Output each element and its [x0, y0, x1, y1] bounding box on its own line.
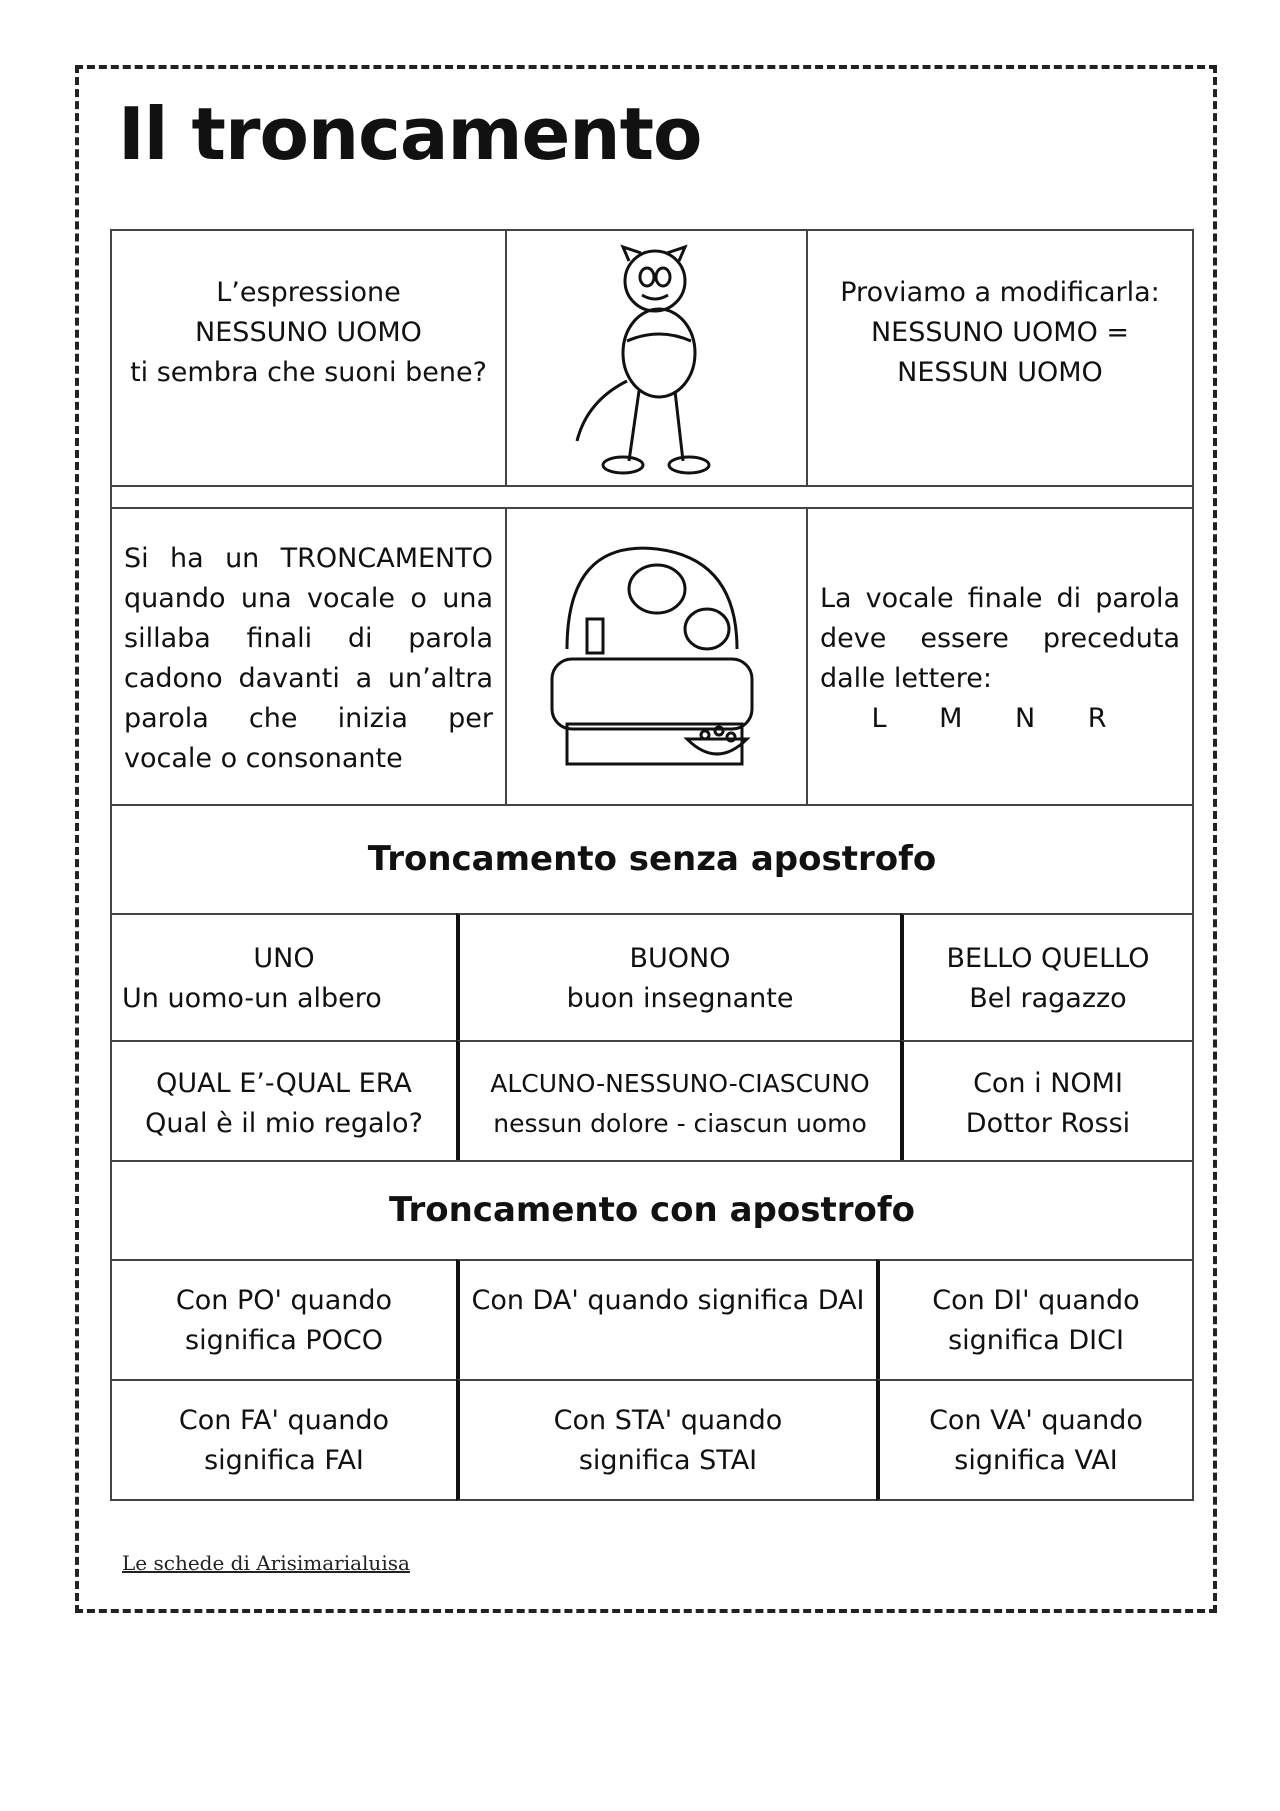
modify-line: NESSUNO UOMO =	[870, 317, 1130, 348]
con-text: Con VA' quando significa VAI	[929, 1405, 1143, 1476]
senza-cell	[456, 913, 902, 1042]
modify-line: NESSUN UOMO	[897, 357, 1103, 388]
modify-line: Proviamo a modificarla:	[840, 277, 1160, 308]
cat-illustration-cell	[505, 229, 808, 487]
rule-cell	[806, 507, 1194, 806]
con-heading	[110, 1160, 1194, 1261]
con-cell	[110, 1259, 458, 1381]
senza-title: BUONO	[629, 943, 731, 974]
con-text: Con FA' quando significa FAI	[178, 1405, 390, 1476]
spacer-row	[110, 485, 1194, 509]
senza-title: UNO	[253, 943, 315, 974]
senza-example: Qual è il mio regalo?	[145, 1108, 423, 1139]
senza-example: Un uomo-un albero	[122, 983, 382, 1014]
senza-example: buon insegnante	[566, 983, 794, 1014]
definition-cell	[110, 507, 507, 806]
senza-example: Bel ragazzo	[969, 983, 1127, 1014]
con-text: Con DA' quando significa DAI	[471, 1285, 865, 1316]
senza-heading	[110, 804, 1194, 915]
definition-text: Si ha un TRONCAMENTO quando una vocale o una sillaba finali di parola cadono davanti a un’altra parola che inizia per vocale o consonante	[124, 543, 493, 774]
senza-title: QUAL E’-QUAL ERA	[156, 1068, 412, 1099]
cat-standing-illustration	[507, 231, 806, 485]
armchair-illustration-cell	[505, 507, 808, 806]
con-heading-text: Troncamento con apostrofo	[389, 1190, 915, 1230]
letters-list: L M N R	[871, 703, 1129, 734]
rule-text: La vocale finale di parola deve essere preceduta dalle lettere:	[820, 583, 1180, 694]
senza-cell	[900, 1040, 1194, 1162]
con-text: Con STA' quando significa STAI	[553, 1405, 783, 1476]
senza-example: nessun dolore - ciascun uomo	[493, 1109, 867, 1138]
con-cell	[456, 1379, 878, 1501]
footer-credit[interactable]: Le schede di Arisimarialuisa	[122, 1551, 410, 1575]
senza-title: BELLO QUELLO	[946, 943, 1150, 974]
senza-cell	[456, 1040, 902, 1162]
senza-cell	[110, 913, 458, 1042]
senza-title: Con i NOMI	[973, 1068, 1123, 1099]
con-cell	[876, 1379, 1194, 1501]
con-text: Con DI' quando significa DICI	[932, 1285, 1140, 1356]
senza-heading-text: Troncamento senza apostrofo	[367, 839, 937, 879]
question-line: L’espressione	[216, 277, 401, 308]
question-line: ti sembra che suoni bene?	[130, 357, 487, 388]
cats-armchair-illustration	[507, 509, 806, 804]
senza-title: ALCUNO-NESSUNO-CIASCUNO	[490, 1069, 870, 1098]
con-cell	[110, 1379, 458, 1501]
senza-cell	[110, 1040, 458, 1162]
question-line: NESSUNO UOMO	[195, 317, 422, 348]
question-cell	[110, 229, 507, 487]
con-cell	[456, 1259, 878, 1381]
modify-cell	[806, 229, 1194, 487]
page-title: Il troncamento	[118, 92, 702, 176]
senza-example: Dottor Rossi	[965, 1108, 1131, 1139]
con-text: Con PO' quando significa POCO	[175, 1285, 393, 1356]
senza-cell	[900, 913, 1194, 1042]
con-cell	[876, 1259, 1194, 1381]
